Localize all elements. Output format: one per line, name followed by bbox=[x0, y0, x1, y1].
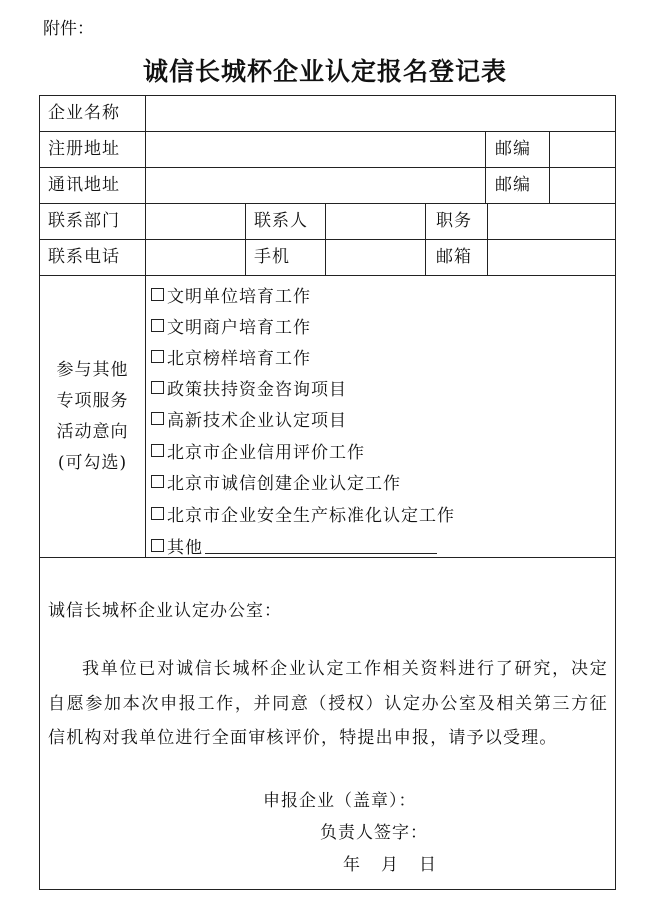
company-name-label: 企业名称 bbox=[48, 103, 120, 123]
form-title: 诚信长城杯企业认定报名登记表 bbox=[142, 57, 507, 86]
checkbox-icon[interactable] bbox=[151, 507, 164, 520]
mobile-label: 手机 bbox=[254, 247, 290, 267]
service-option-label: 文明单位培育工作 bbox=[167, 287, 311, 307]
contact-person-field[interactable] bbox=[326, 205, 424, 238]
postal-code-field[interactable] bbox=[550, 133, 614, 166]
checkbox-icon[interactable] bbox=[151, 475, 164, 488]
mobile-field[interactable] bbox=[326, 241, 424, 274]
service-option-other[interactable] bbox=[151, 533, 437, 558]
service-option[interactable] bbox=[151, 282, 311, 307]
registration-form bbox=[39, 95, 616, 890]
service-option[interactable] bbox=[151, 375, 347, 400]
registered-address-field[interactable] bbox=[146, 133, 484, 166]
signature-label: 负责人签字： bbox=[320, 823, 428, 843]
service-option[interactable] bbox=[151, 313, 311, 338]
date-label: 年 月 日 bbox=[343, 855, 438, 875]
mailing-address-label: 通讯地址 bbox=[48, 175, 120, 195]
phone-field[interactable] bbox=[146, 241, 244, 274]
row-divider bbox=[40, 167, 615, 168]
service-option-label: 高新技术企业认定项目 bbox=[167, 411, 347, 431]
checkbox-icon[interactable] bbox=[151, 444, 164, 457]
services-label-line: 专项服务 bbox=[56, 391, 129, 411]
department-field[interactable] bbox=[146, 205, 244, 238]
postal-code-field[interactable] bbox=[550, 169, 614, 202]
company-name-field[interactable] bbox=[146, 97, 614, 130]
row-divider bbox=[40, 239, 615, 240]
service-option-label: 其他 bbox=[167, 538, 203, 558]
position-label: 职务 bbox=[436, 211, 472, 231]
service-option[interactable] bbox=[151, 501, 455, 526]
row-divider bbox=[40, 131, 615, 132]
checkbox-icon[interactable] bbox=[151, 319, 164, 332]
checkbox-icon[interactable] bbox=[151, 350, 164, 363]
contact-person-label: 联系人 bbox=[254, 211, 308, 231]
declaration-body: 我单位已对诚信长城杯企业认定工作相关资料进行了研究，决定自愿参加本次申报工作，并同意（授权）认定办公室及相关第三方征信机构对我单位进行全面审核评价，特提出申报，请予以受理。 bbox=[48, 659, 608, 748]
email-label: 邮箱 bbox=[436, 247, 472, 267]
declaration-addressee: 诚信长城杯企业认定办公室： bbox=[48, 601, 282, 621]
service-option[interactable] bbox=[151, 469, 401, 494]
col-divider bbox=[425, 203, 426, 275]
checkbox-icon[interactable] bbox=[151, 288, 164, 301]
registered-address-label: 注册地址 bbox=[48, 139, 120, 159]
service-option-label: 北京榜样培育工作 bbox=[167, 349, 311, 369]
services-label-line: 活动意向 bbox=[56, 422, 129, 442]
phone-label: 联系电话 bbox=[48, 247, 120, 267]
service-option-label: 政策扶持资金咨询项目 bbox=[167, 380, 347, 400]
checkbox-icon[interactable] bbox=[151, 381, 164, 394]
applicant-seal-label: 申报企业（盖章）： bbox=[263, 791, 417, 811]
service-option[interactable] bbox=[151, 438, 365, 463]
services-label-line: 参与其他 bbox=[56, 360, 129, 380]
services-label bbox=[40, 276, 145, 558]
service-option[interactable] bbox=[151, 406, 347, 431]
position-field[interactable] bbox=[488, 205, 614, 238]
col-divider bbox=[485, 131, 486, 203]
service-option-label: 文明商户培育工作 bbox=[167, 318, 311, 338]
row-divider bbox=[40, 203, 615, 204]
col-divider bbox=[245, 203, 246, 275]
checkbox-icon[interactable] bbox=[151, 539, 164, 552]
service-option-label: 北京市企业信用评价工作 bbox=[167, 443, 365, 463]
department-label: 联系部门 bbox=[48, 211, 120, 231]
service-option[interactable] bbox=[151, 344, 311, 369]
attachment-label: 附件： bbox=[43, 19, 94, 39]
email-field[interactable] bbox=[488, 241, 614, 274]
services-label-line: (可勾选) bbox=[57, 453, 128, 473]
checkbox-icon[interactable] bbox=[151, 412, 164, 425]
postal-code-label: 邮编 bbox=[495, 139, 531, 159]
service-option-label: 北京市企业安全生产标准化认定工作 bbox=[167, 506, 455, 526]
other-input-line[interactable] bbox=[205, 537, 437, 554]
postal-code-label: 邮编 bbox=[495, 175, 531, 195]
service-option-label: 北京市诚信创建企业认定工作 bbox=[167, 474, 401, 494]
mailing-address-field[interactable] bbox=[146, 169, 484, 202]
